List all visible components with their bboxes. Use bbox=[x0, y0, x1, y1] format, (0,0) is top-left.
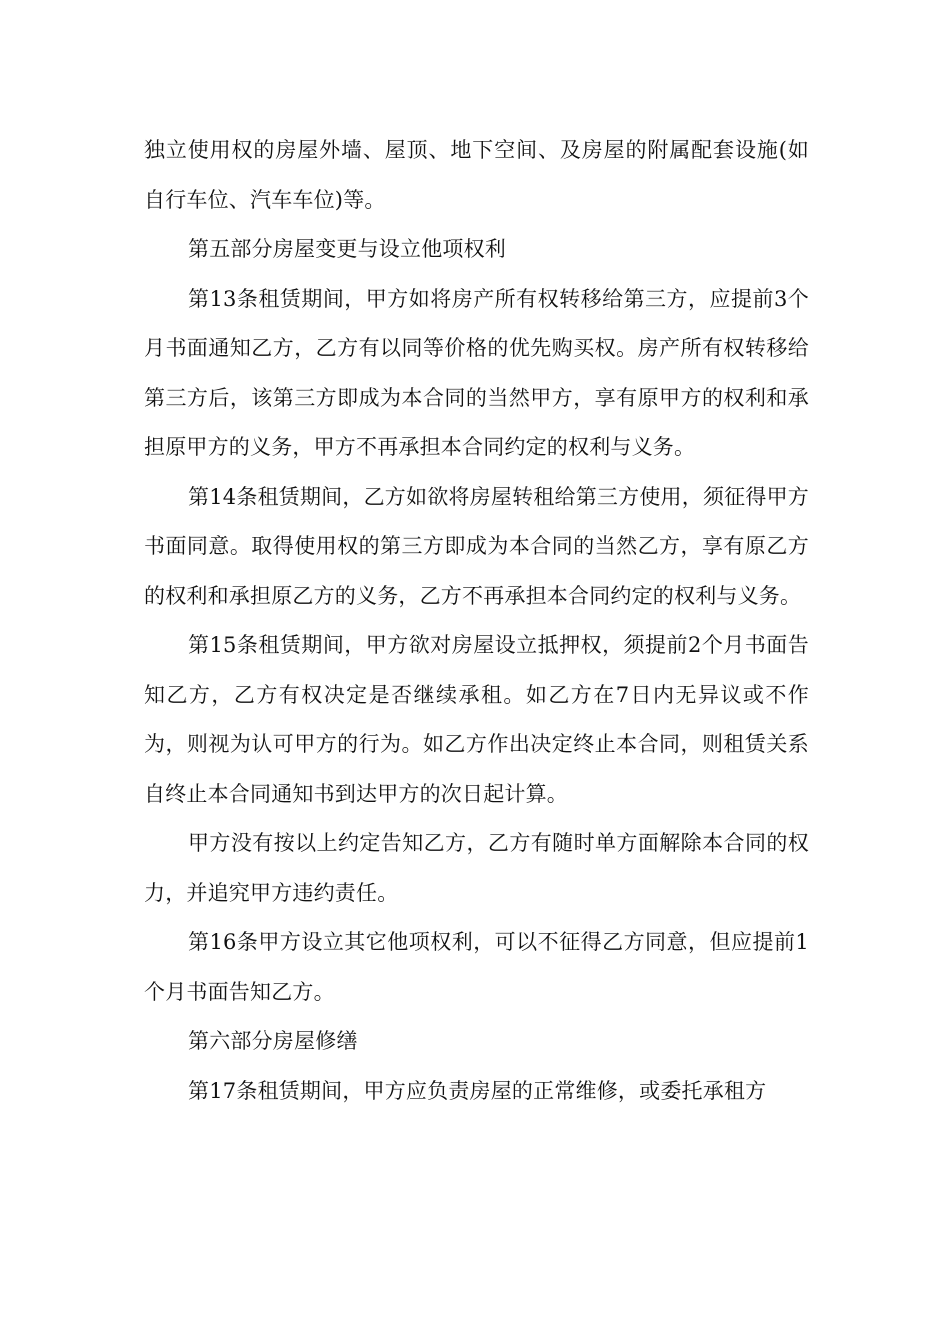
paragraph-article-13: 第13条租赁期间，甲方如将房产所有权转移给第三方，应提前3个月书面通知乙方，乙方有以同等价格的优先购买权。房产所有权转移给第三方后，该第三方即成为本合同的当然甲方，享有原甲方的权利和承担原甲方的义务，甲方不再承担本合同约定的权利与义务。 bbox=[144, 286, 809, 459]
section-heading-part6: 第六部分房屋修缮 bbox=[188, 1029, 358, 1053]
paragraph-article-16: 第16条甲方设立其它他项权利，可以不征得乙方同意，但应提前1个月书面告知乙方。 bbox=[144, 930, 809, 1004]
paragraph-article-15: 第15条租赁期间，甲方欲对房屋设立抵押权，须提前2个月书面告知乙方，乙方有权决定是否继续承租。如乙方在7日内无异议或不作为，则视为认可甲方的行为。如乙方作出决定终止本合同，则租赁关系自终止本合同通知书到达甲方的次日起计算。 bbox=[144, 633, 809, 806]
paragraph-article-15-supplement: 甲方没有按以上约定告知乙方，乙方有随时单方面解除本合同的权力，并追究甲方违约责任。 bbox=[144, 831, 809, 905]
paragraph-article-17: 第17条租赁期间，甲方应负责房屋的正常维修，或委托承租方 bbox=[188, 1078, 767, 1103]
document-body bbox=[144, 126, 809, 1116]
paragraph-article-14: 第14条租赁期间，乙方如欲将房屋转租给第三方使用，须征得甲方书面同意。取得使用权的第三方即成为本合同的当然乙方，享有原乙方的权利和承担原乙方的义务，乙方不再承担本合同约定的权利与义务。 bbox=[144, 484, 809, 608]
section-heading-part5: 第五部分房屋变更与设立他项权利 bbox=[188, 237, 506, 261]
paragraph-continuation: 独立使用权的房屋外墙、屋顶、地下空间、及房屋的附属配套设施(如自行车位、汽车车位)等。 bbox=[144, 138, 809, 212]
